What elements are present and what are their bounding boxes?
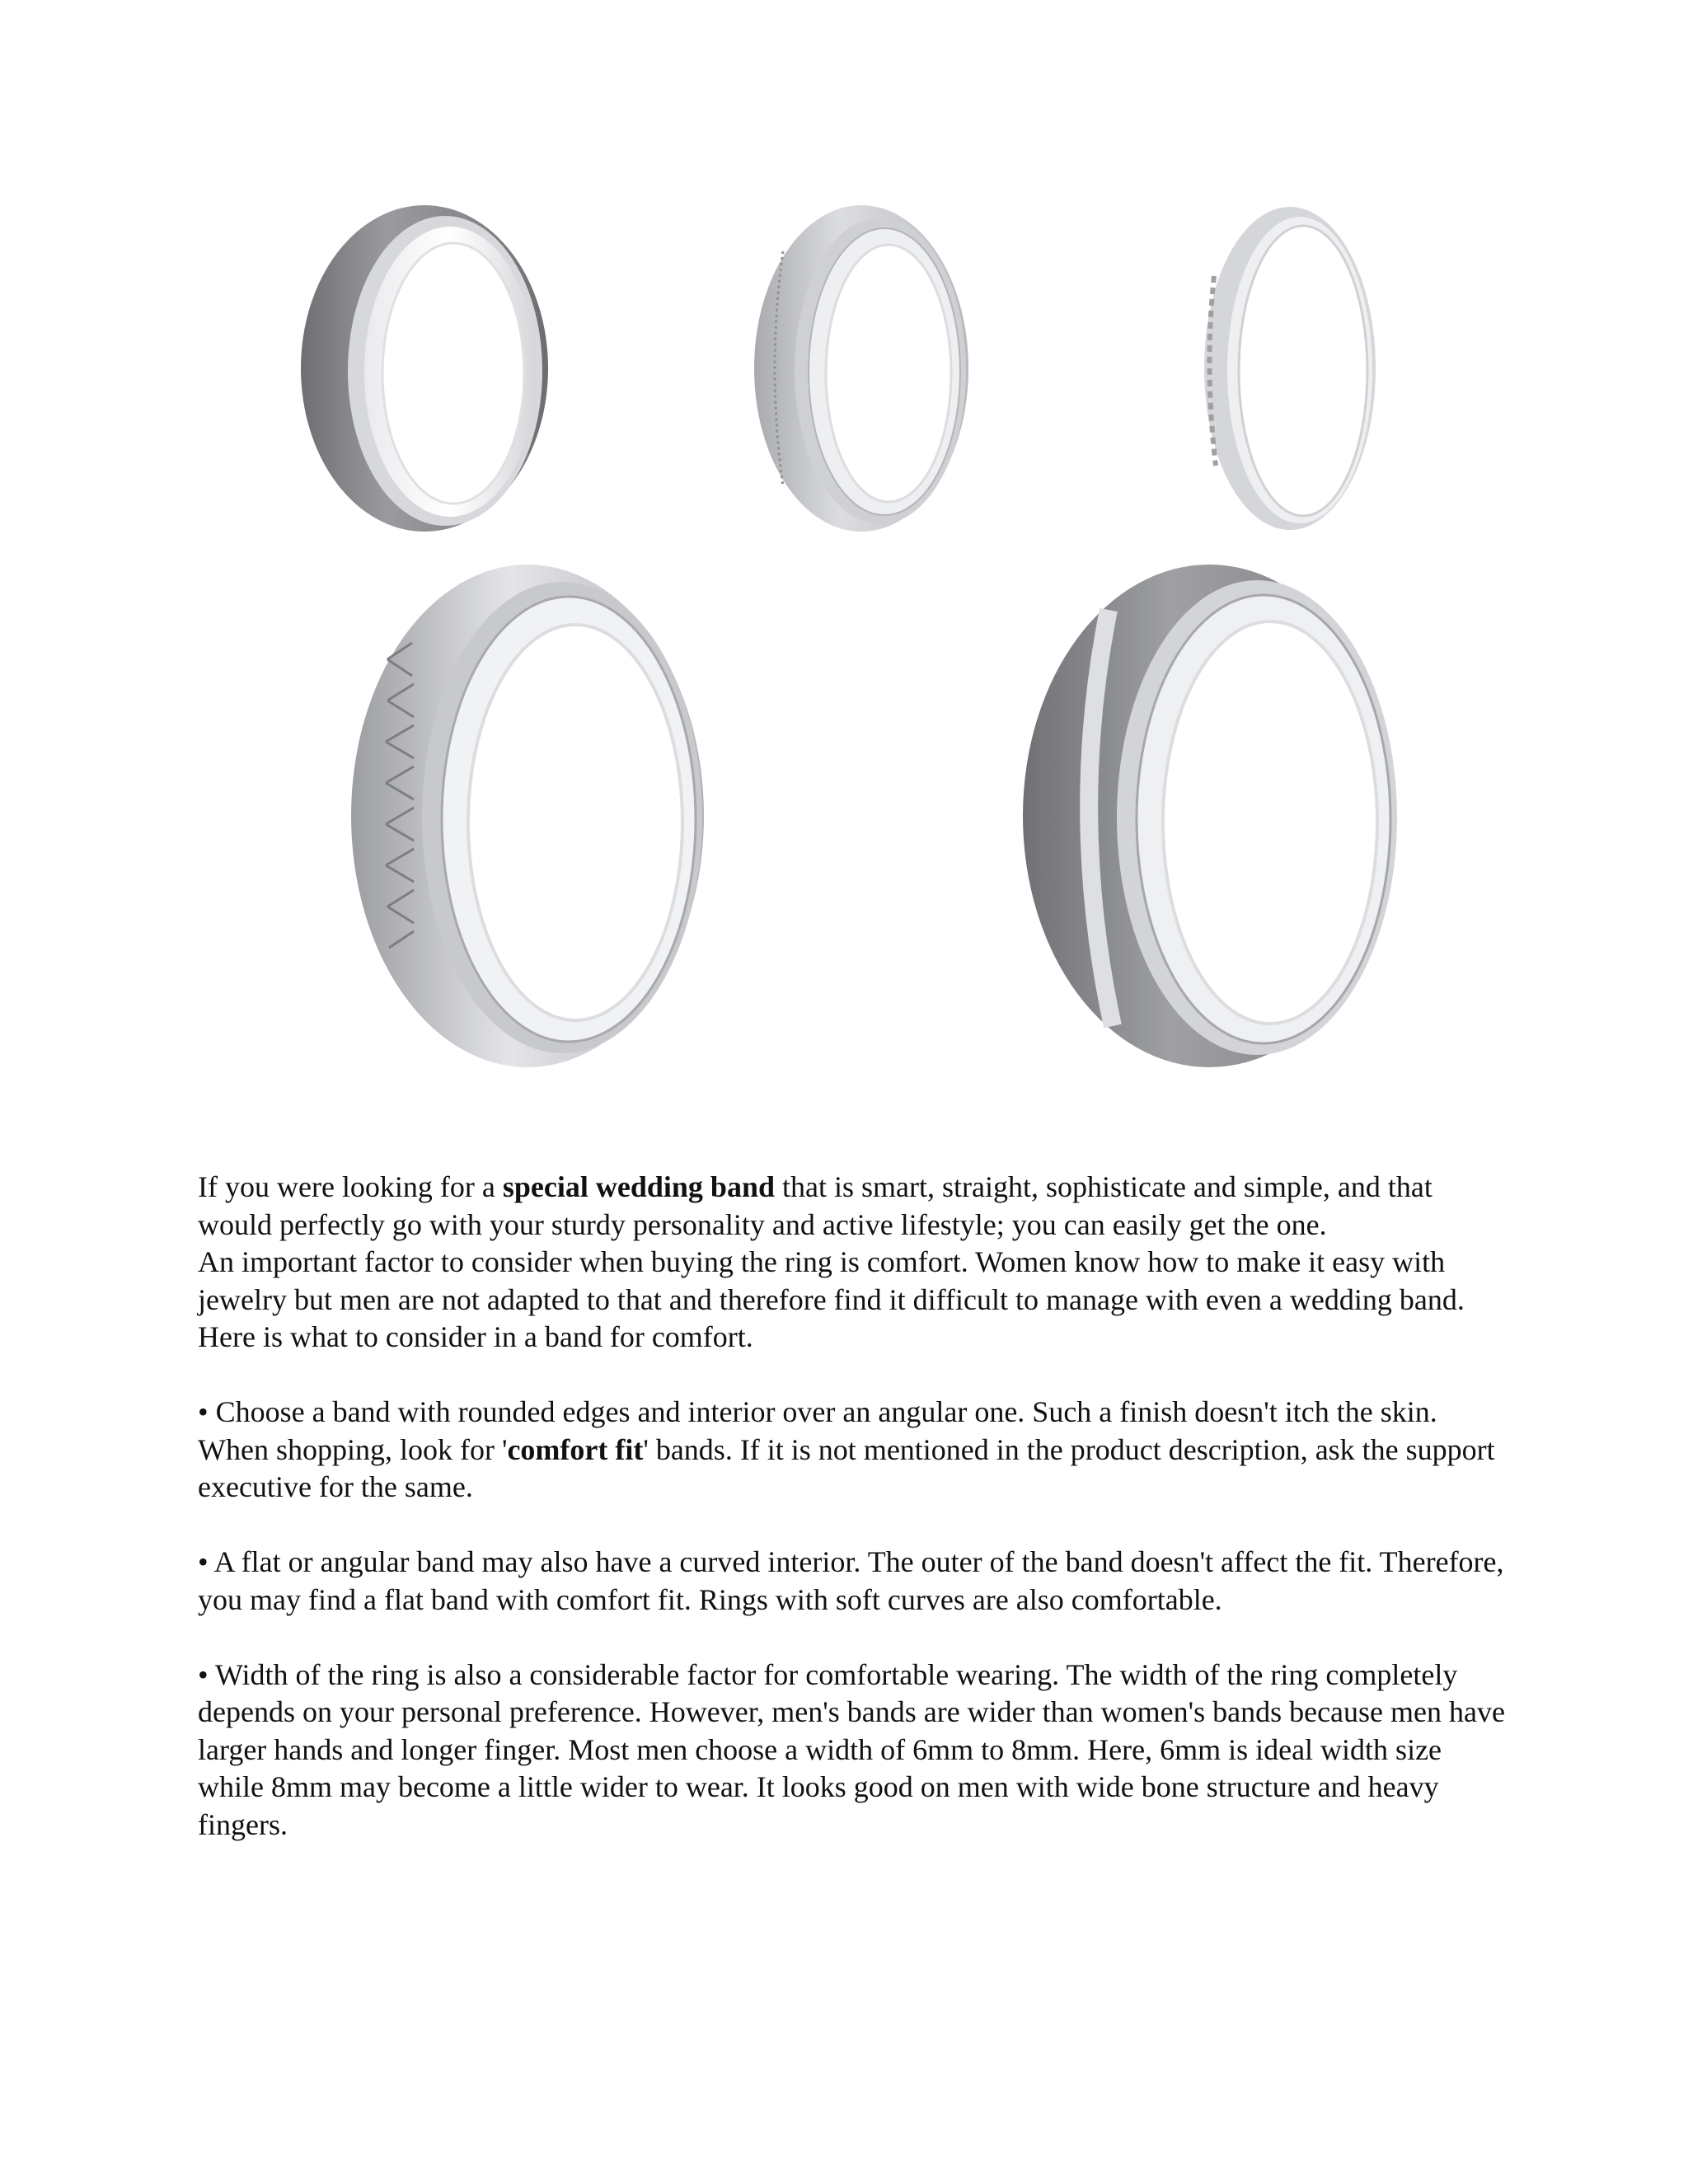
ring-satin-milgrain-image: [750, 202, 973, 536]
ring-two-tone-striped-image: [1018, 560, 1401, 1071]
comfort-intro-paragraph: An important factor to consider when buying the ring is comfort. Women know how to make it easy with jewelry but men are not adapted to that and therefore find it difficult to manage with even a wedding band. Here is what to consider in a band for comfort.: [198, 1245, 1465, 1353]
ring-leaf-engraved-image: [346, 560, 709, 1071]
bullet-ring-width: • Width of the ring is also a considerable factor for comfortable wearing. The width of the ring completely depends on your personal preference. However, men's bands are wider than women's bands because men have larger hands and longer finger. Most men choose a width of 6mm to 8mm. Here, 6mm is ideal width size while 8mm may become a little wider to wear. It looks good on men with wide bone structure and heavy fingers.: [198, 1657, 1505, 1841]
intro-paragraph: If you were looking for a special wedding band that is smart, straight, sophisticate and simple, and that would perfectly go with your sturdy personality and active lifestyle; you can easily get the one.: [198, 1170, 1432, 1241]
comfort-fit-emphasis: comfort fit: [507, 1432, 644, 1466]
bullet-rounded-edges: • Choose a band with rounded edges and interior over an angular one. Such a finish doesn't itch the skin. When shopping, look for 'comfort fit' bands. If it is not mentioned in the product description, ask the support executive for the same.: [198, 1395, 1495, 1503]
special-wedding-band-emphasis: special wedding band: [502, 1170, 775, 1203]
ring-rope-edge-image: [1199, 202, 1381, 536]
ring-brushed-domed-image: [297, 202, 552, 536]
article-text: [198, 1169, 1508, 1844]
bullet-flat-band: • A flat or angular band may also have a curved interior. The outer of the band doesn't affect the fit. Therefore, you may find a flat band with comfort fit. Rings with soft curves are also comfortable.: [198, 1545, 1504, 1616]
